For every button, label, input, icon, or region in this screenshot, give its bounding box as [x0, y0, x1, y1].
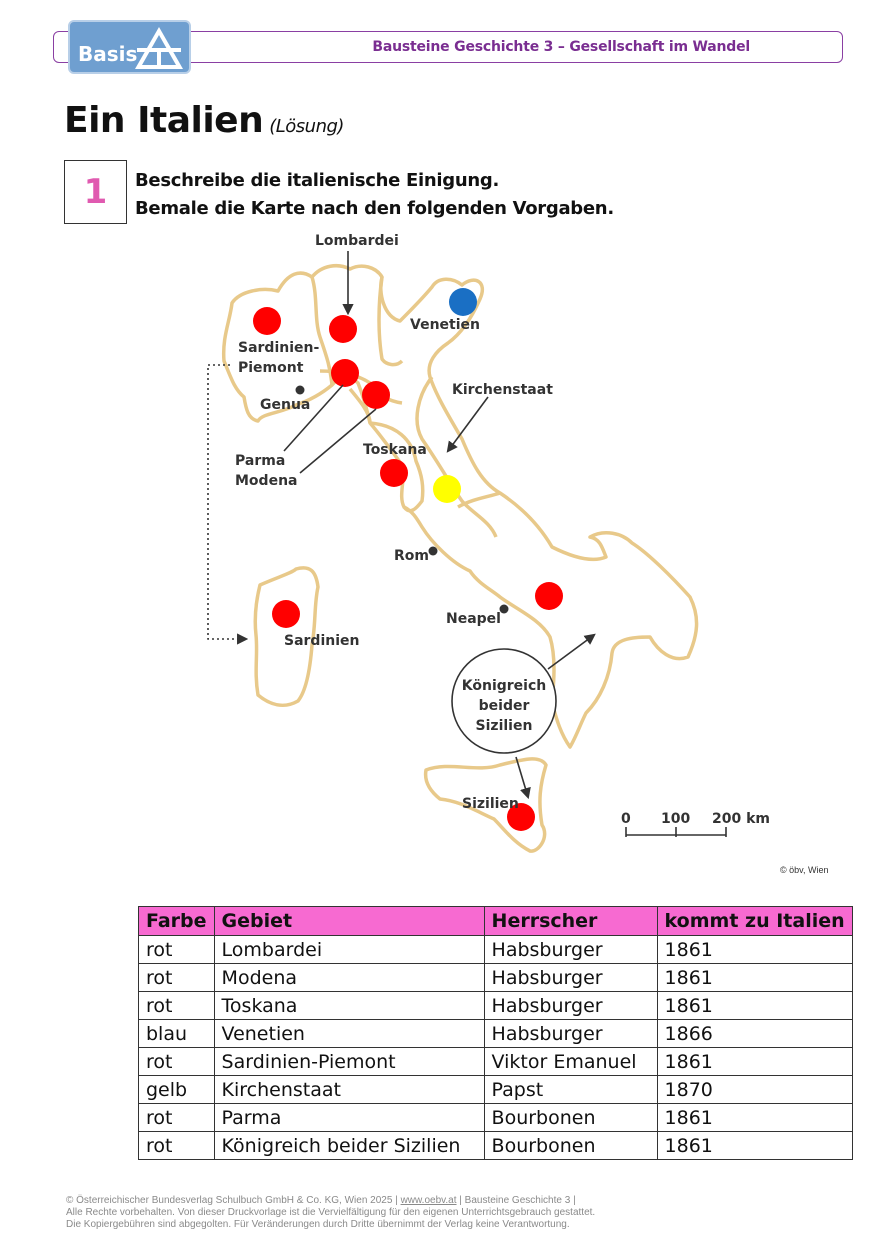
cell-herrscher: Habsburger — [484, 936, 657, 964]
cell-gebiet: Kirchenstaat — [214, 1076, 484, 1104]
footer-line-2: Alle Rechte vorbehalten. Von dieser Druckvorlage ist die Vervielfältigung für den eigenen Unterrichtsgebrauch gestattet. — [66, 1207, 596, 1218]
cell-gebiet: Königreich beider Sizilien — [214, 1132, 484, 1160]
cell-farbe: rot — [139, 936, 215, 964]
cell-gebiet: Lombardei — [214, 936, 484, 964]
cell-jahr: 1870 — [657, 1076, 852, 1104]
cell-herrscher: Habsburger — [484, 964, 657, 992]
col-header-kommt-zu-italien: kommt zu Italien — [657, 907, 852, 936]
col-header-gebiet: Gebiet — [214, 907, 484, 936]
col-header-farbe: Farbe — [139, 907, 215, 936]
cell-farbe: blau — [139, 1020, 215, 1048]
label-sardinien-piemont-1: Sardinien- — [238, 340, 320, 356]
label-koenigreich-3: Sizilien — [475, 718, 533, 734]
cell-jahr: 1861 — [657, 1048, 852, 1076]
table-row — [139, 1132, 853, 1160]
marker-venetien — [449, 288, 477, 316]
label-venetien: Venetien — [410, 317, 480, 333]
cell-gebiet: Venetien — [214, 1020, 484, 1048]
cell-herrscher: Bourbonen — [484, 1104, 657, 1132]
label-lombardei: Lombardei — [315, 233, 399, 249]
map-copyright: © öbv, Wien — [780, 865, 829, 875]
marker-sardinien-piemont — [253, 307, 281, 335]
marker-kirchenstaat — [433, 475, 461, 503]
marker-parma — [331, 359, 359, 387]
label-sizilien: Sizilien — [462, 796, 519, 812]
cell-jahr: 1861 — [657, 992, 852, 1020]
marker-koenigreich-festland — [535, 582, 563, 610]
cell-farbe: rot — [139, 1132, 215, 1160]
cell-farbe: rot — [139, 992, 215, 1020]
table-row — [139, 1076, 853, 1104]
city-dot-rom — [429, 547, 438, 556]
scale-label-0: 0 — [621, 811, 631, 827]
table-row — [139, 992, 853, 1020]
label-rom: Rom — [394, 548, 429, 564]
cell-farbe: rot — [139, 964, 215, 992]
label-sardinien-piemont-2: Piemont — [238, 360, 304, 376]
italy-map — [200, 225, 780, 865]
cell-jahr: 1861 — [657, 936, 852, 964]
footer-line-1 — [66, 1195, 595, 1207]
task-number-box: 1 — [64, 160, 127, 224]
cell-jahr: 1861 — [657, 1104, 852, 1132]
cell-gebiet: Parma — [214, 1104, 484, 1132]
basis-logo — [68, 20, 191, 74]
series-title: Bausteine Geschichte 3 – Gesellschaft im Wandel — [372, 39, 750, 55]
cell-herrscher: Habsburger — [484, 1020, 657, 1048]
task-instruction-1: Beschreibe die italienische Einigung. — [135, 170, 499, 191]
table-row — [139, 1104, 853, 1132]
col-header-herrscher: Herrscher — [484, 907, 657, 936]
cell-jahr: 1866 — [657, 1020, 852, 1048]
cell-farbe: rot — [139, 1104, 215, 1132]
table-header-row — [139, 907, 853, 936]
footer-series: | Bausteine Geschichte 3 | — [456, 1195, 576, 1206]
table-row — [139, 1048, 853, 1076]
scale-label-200: 200 km — [712, 811, 770, 827]
label-modena: Modena — [235, 473, 298, 489]
marker-lombardei — [329, 315, 357, 343]
city-dot-genua — [296, 386, 305, 395]
label-kirchenstaat: Kirchenstaat — [452, 382, 553, 398]
scale-label-100: 100 — [661, 811, 691, 827]
cell-herrscher: Bourbonen — [484, 1132, 657, 1160]
cell-jahr: 1861 — [657, 1132, 852, 1160]
label-toskana: Toskana — [363, 442, 427, 458]
cell-gebiet: Sardinien-Piemont — [214, 1048, 484, 1076]
cell-farbe: gelb — [139, 1076, 215, 1104]
label-sardinien: Sardinien — [284, 633, 360, 649]
footer-publisher: © Österreichischer Bundesverlag Schulbuch GmbH & Co. KG, Wien 2025 | — [66, 1195, 401, 1206]
page-title-sub: (Lösung) — [269, 116, 344, 137]
footer-website-link[interactable]: www.oebv.at — [400, 1195, 457, 1206]
label-genua: Genua — [260, 397, 311, 413]
cell-jahr: 1861 — [657, 964, 852, 992]
cell-farbe: rot — [139, 1048, 215, 1076]
task-instruction-2: Bemale die Karte nach den folgenden Vorgaben. — [135, 198, 614, 219]
cell-herrscher: Habsburger — [484, 992, 657, 1020]
cell-herrscher: Papst — [484, 1076, 657, 1104]
triangle-logo-icon — [132, 24, 186, 72]
scale-bar — [621, 811, 770, 837]
footer-line-3: Die Kopiergebühren sind abgegolten. Für Veränderungen durch Dritte übernimmt der Verlag keine Verantwortung. — [66, 1219, 570, 1230]
marker-toskana — [380, 459, 408, 487]
label-koenigreich-1: Königreich — [461, 678, 547, 694]
table-row — [139, 936, 853, 964]
marker-sardinien — [272, 600, 300, 628]
page-title-main: Ein Italien — [64, 100, 264, 141]
marker-modena — [362, 381, 390, 409]
label-koenigreich-2: beider — [478, 698, 530, 714]
label-neapel: Neapel — [446, 611, 501, 627]
page-title — [64, 100, 344, 141]
logo-text: Basis — [78, 42, 138, 66]
cell-herrscher: Viktor Emanuel — [484, 1048, 657, 1076]
footer — [66, 1195, 595, 1231]
cell-gebiet: Modena — [214, 964, 484, 992]
label-parma: Parma — [235, 453, 286, 469]
unification-table — [138, 906, 853, 1160]
table-row — [139, 964, 853, 992]
cell-gebiet: Toskana — [214, 992, 484, 1020]
table-row — [139, 1020, 853, 1048]
